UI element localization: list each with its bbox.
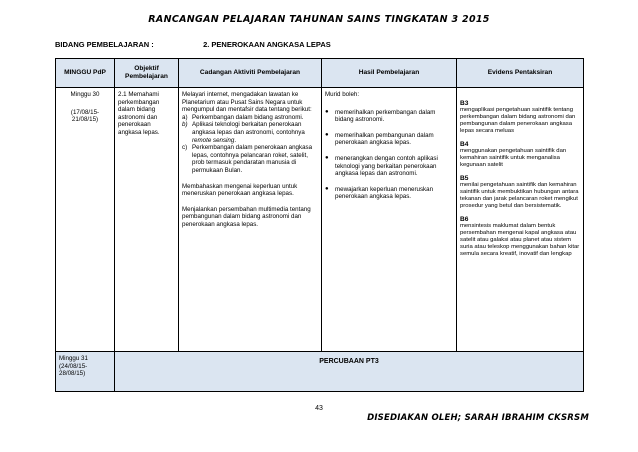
bidang-pembelajaran — [55, 40, 331, 49]
aktiviti-paragraph: Membahaskan mengenai keperluan untuk meneruskan penerokaan angkasa lepas. — [182, 182, 298, 198]
list-item: c) Perkembangan dalam penerokaan angkasa lepas, contohnya pelancaran roket, satelit, prob termasuk pendaratan manusia di permukaan Bulan. — [182, 144, 313, 174]
header-minggu: MINGGU PdP — [56, 59, 115, 88]
bullet-icon: ● — [325, 154, 329, 161]
bidang-label: BIDANG PEMBELAJARAN : — [55, 40, 154, 49]
cell-aktiviti — [179, 88, 322, 352]
list-item: ● memerihalkan perkembangan dalam bidang astronomi. — [325, 108, 436, 124]
header-evidens: Evidens Pentaksiran — [457, 59, 584, 88]
evidens-text: menilai pengetahuan saintifik dan kemahiran saintifik untuk membuktikan hubungan antara tekanan dan jarak pelancaran roket mengikut prosedur yang betul dan bersistematik. — [460, 182, 579, 209]
cell-minggu — [56, 352, 115, 392]
hasil-list — [325, 109, 453, 201]
header-aktiviti: Cadangan Aktiviti Pembelajaran — [179, 59, 322, 88]
evidens-text: mensintesis maklumat dalam bentuk persembahan mengenai kapal angkasa atau satelit atau galaksi atau planet atau sistem suria atau teleskop menggunakan bahan kitar semula secara kreatif, inovatif dan lengkap — [460, 223, 580, 257]
bullet-icon: ● — [325, 108, 329, 115]
evidens-text: mengaplikasi pengetahuan saintifik tentang perkembangan dalam bidang astronomi dan pembangunan dalam penerokaan angkasa lepas secara meluas — [460, 107, 576, 134]
prepared-by-footer: DISEDIAKAN OLEH; SARAH IBRAHIM CKSRSM — [367, 413, 589, 423]
list-item: ● memerihalkan pembangunan dalam penerokaan angkasa lepas. — [325, 131, 434, 147]
minggu-dates: (17/08/15-21/08/15) — [70, 108, 100, 124]
evidens-code: B4 — [460, 141, 469, 148]
header-hasil: Hasil Pembelajaran — [322, 59, 457, 88]
cell-objektif: 2.1 Memahami perkembangan dalam bidang astronomi dan penerokaan angkasa lepas. — [115, 88, 179, 352]
percubaan-pt3-label: PERCUBAAN PT3 — [115, 352, 584, 392]
list-item: b) Aplikasi teknologi berkaitan penerokaan angkasa lepas dan astronomi, contohnya remote sensing. — [182, 121, 305, 144]
document-title: RANCANGAN PELAJARAN TAHUNAN SAINS TINGKATAN 3 2015 — [148, 14, 490, 25]
list-item: ● mewajarkan keperluan meneruskan penerokaan angkasa lepas. — [325, 185, 434, 201]
hasil-intro: Murid boleh: — [325, 91, 360, 98]
list-item: a) Perkembangan dalam bidang astronomi. — [182, 113, 304, 121]
bullet-icon: ● — [325, 131, 329, 138]
minggu-label: Minggu 30 — [70, 91, 100, 98]
evidens-code: B5 — [460, 175, 469, 182]
cell-evidens — [457, 88, 584, 352]
aktiviti-paragraph: Menjalankan persembahan multimedia tentang pembangunan dalam bidang astronomi dan penerokaan angkasa lepas. — [182, 205, 311, 228]
bidang-value: 2. PENEROKAAN ANGKASA LEPAS — [203, 40, 331, 49]
evidens-code: B3 — [460, 100, 469, 107]
cell-hasil — [322, 88, 457, 352]
evidens-code: B6 — [460, 216, 469, 223]
evidens-text: menggunakan pengetahuan saintifik dan kemahiran saintifik untuk menganalisa kegunaan satelit — [460, 148, 567, 168]
page-number: 43 — [315, 405, 323, 412]
table-header-row — [56, 59, 584, 88]
minggu-dates: (24/08/15-28/08/15) — [59, 362, 88, 378]
minggu-label: Minggu 31 — [59, 355, 88, 362]
bullet-icon: ● — [325, 185, 329, 192]
header-objektif: Objektif Pembelajaran — [115, 59, 179, 88]
aktiviti-list — [182, 114, 318, 175]
table-row — [56, 88, 584, 352]
list-item: ● menerangkan dengan contoh aplikasi teknologi yang berkaitan penerokaan angkasa lepas dan astronomi. — [325, 154, 438, 178]
table-row — [56, 352, 584, 392]
cell-minggu — [56, 88, 115, 352]
rpt-table — [55, 58, 584, 392]
aktiviti-intro: Melayari internet, mengadakan lawatan ke Planetarium atau Pusat Sains Negara untuk mengumpul dan mentafsir data tentang berikut: — [182, 91, 312, 114]
